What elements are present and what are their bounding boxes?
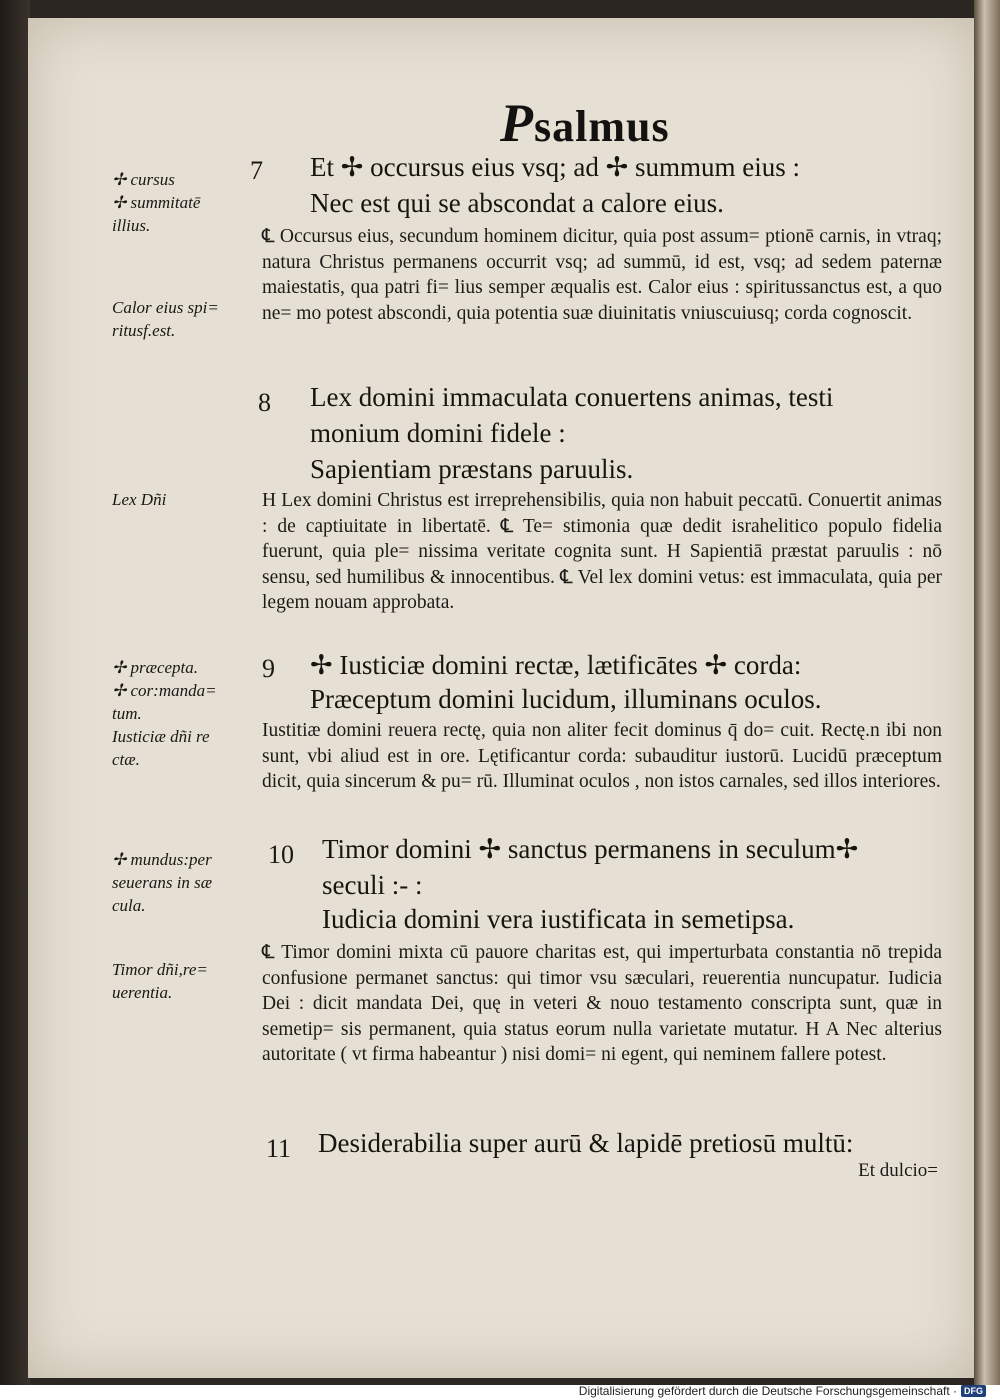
verse-number: 8 bbox=[258, 388, 271, 417]
margin-note-mundus bbox=[112, 848, 252, 917]
margin-note-praecepta bbox=[112, 656, 252, 771]
margin-note-line: Calor eius spi= bbox=[112, 298, 219, 317]
commentary-paragraph: Iustitiæ domini reuera rectę, quia non aliter fecit dominus q̄ do= cuit. Rectę.n ibi non sunt, vbi aliud est in ore. Lętificantur corda: subauditur iustorū. Lucidū præceptum dicit, quia sincerum & pu= rū. Illuminat oculos , non istos carnales, sed illos interiores. bbox=[262, 720, 942, 793]
verse-line: Nec est qui se abscondat a calore eius. bbox=[310, 188, 724, 218]
margin-note-line: illius. bbox=[112, 216, 151, 235]
verse-line: monium domini fidele : bbox=[310, 418, 566, 448]
verse-line: Et ✢ occursus eius vsq; ad ✢ summum eius : bbox=[310, 152, 800, 182]
binding-edge bbox=[0, 0, 30, 1385]
running-header bbox=[500, 92, 700, 154]
margin-note-line: uerentia. bbox=[112, 983, 173, 1002]
margin-note-cursus bbox=[112, 168, 252, 237]
margin-note-lex bbox=[112, 488, 252, 511]
verse-number: 7 bbox=[250, 156, 263, 185]
footer-text: Digitalisierung gefördert durch die Deutsche Forschungsgemeinschaft · bbox=[578, 1384, 957, 1398]
dfg-logo-icon: DFG bbox=[961, 1385, 986, 1397]
catchword: Et dulcio= bbox=[858, 1160, 938, 1181]
verse-line: Præceptum domini lucidum, illuminans oculos. bbox=[310, 684, 822, 714]
margin-note-calor bbox=[112, 296, 252, 342]
verse-line: Desiderabilia super aurū & lapidē pretiosū multū: bbox=[318, 1128, 854, 1158]
verse-line: Timor domini ✢ sanctus permanens in seculum✢ bbox=[322, 834, 859, 864]
margin-note-line: seuerans in sæ bbox=[112, 873, 213, 892]
margin-note-line: ctæ. bbox=[112, 750, 140, 769]
margin-note-line: ✢ cursus bbox=[112, 170, 175, 189]
margin-note-line: ✢ præcepta. bbox=[112, 658, 199, 677]
verse-line: Lex domini immaculata conuertens animas, testi bbox=[310, 382, 834, 412]
verse-line: ✢ Iusticiæ domini rectæ, lætificātes ✢ corda: bbox=[310, 650, 802, 680]
margin-note-line: tum. bbox=[112, 704, 142, 723]
commentary-paragraph: ℄ Occursus eius, secundum hominem dicitur, quia post assum= ptionē carnis, in vtraq; natura Christus permanens occurrit vsq; ad summū, id est, vsq; ad sedem paternæ maiestatis, qua patri fi= lius semper æqualis est. Calor eius : spiritussanctus est, a quo ne= mo potest abscondi, quia potentia suæ diuinitatis vniuscuiusq; corda cognoscit. bbox=[262, 226, 942, 324]
verse-line: Iudicia domini vera iustificata in semetipsa. bbox=[322, 904, 795, 934]
verse-number: 11 bbox=[266, 1134, 292, 1163]
margin-note-line: Iusticiæ dñi re bbox=[112, 727, 210, 746]
margin-note-line: cula. bbox=[112, 896, 146, 915]
page-edge bbox=[974, 0, 1000, 1385]
margin-note-line: Timor dñi,re= bbox=[112, 960, 208, 979]
commentary-paragraph: ℄ Timor domini mixta cū pauore charitas est, qui imperturbata constantia nō trepida confusione permanet sanctus: qui timor vsu sæculari, reuerentia nuncupatur. Iudicia Dei : dicit mandata Dei, quę in veteri & nouo testamento conscripta sunt, quæ in semetip= sis permanent, quia status eorum nulla varietate mutatur. H A Nec alterius autoritate ( vt firma habeantur ) nisi domi= ni egent, qui neminem fallere potest. bbox=[262, 942, 942, 1066]
margin-note-line: ✢ cor:manda= bbox=[112, 681, 217, 700]
margin-note-line: ✢ mundus:per bbox=[112, 850, 212, 869]
header-rest: salmus bbox=[534, 102, 670, 151]
margin-note-line: ✢ summitatē bbox=[112, 193, 201, 212]
margin-note-timor bbox=[112, 958, 252, 1004]
margin-note-line: Lex Dñi bbox=[112, 490, 167, 509]
footer-credit bbox=[579, 1384, 986, 1398]
header-initial: P bbox=[500, 93, 534, 153]
verse-number: 10 bbox=[268, 840, 294, 869]
verse-line: Sapientiam præstans paruulis. bbox=[310, 454, 634, 484]
verse-line: seculi :- : bbox=[322, 870, 423, 900]
margin-note-line: ritusf.est. bbox=[112, 321, 176, 340]
verse-number: 9 bbox=[262, 654, 275, 683]
commentary-paragraph: H Lex domini Christus est irreprehensibilis, quia non habuit peccatū. Conuertit animas : de captiuitate in libertatē. ℄ Te= stimonia quæ dedit israhelitico populo fidelia fuerunt, quia ple= nissima veritate cognita sunt. H Sapientiā præstat paruulis : nō sensu, sed humilibus & innocentibus. ℄ Vel lex domini vetus: est immaculata, quia per legem nouam approbata. bbox=[262, 490, 942, 614]
